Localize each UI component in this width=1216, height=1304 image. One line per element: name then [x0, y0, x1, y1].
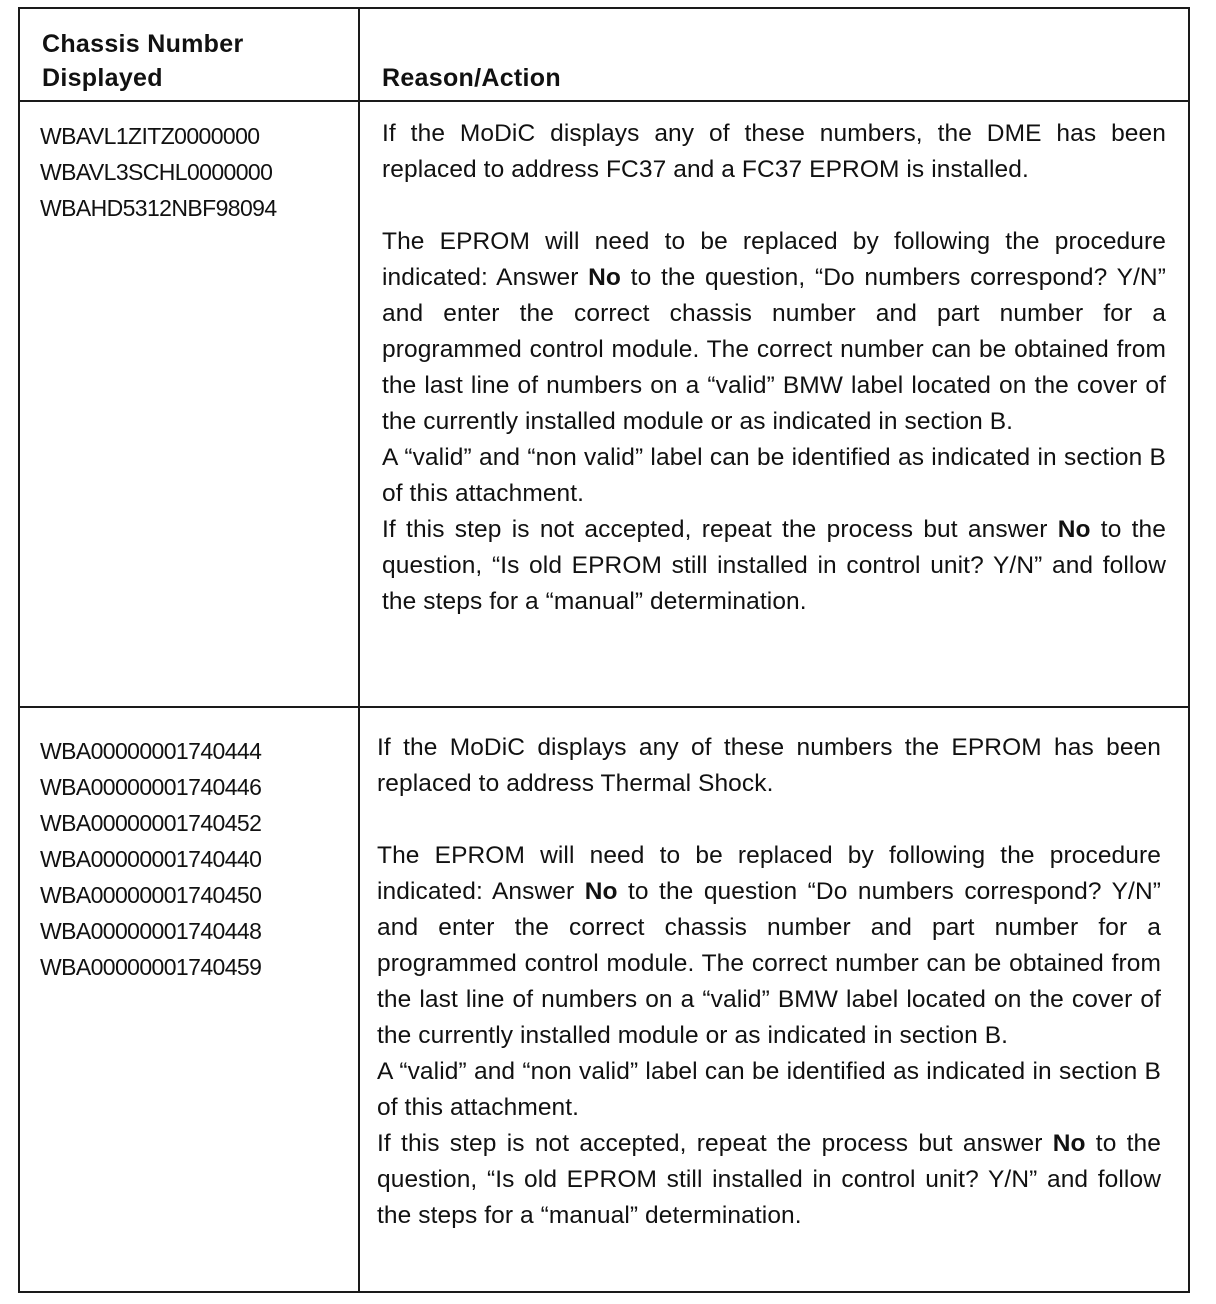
retry-text: If this step is not accepted, repeat the process but answer	[377, 1130, 1053, 1157]
chassis-number: WBA00000001740444	[40, 738, 262, 764]
reason-procedure	[382, 224, 1166, 440]
reason-intro: If the MoDiC displays any of these numbers the EPROM has been replaced to address Thermal Shock.	[377, 734, 1161, 797]
header-chassis-number	[42, 27, 342, 95]
reason-action-row2	[377, 730, 1161, 1234]
reason-retry	[377, 1126, 1161, 1234]
chassis-number: WBAVL3SCHL0000000	[40, 159, 273, 185]
chassis-number: WBAVL1ZITZ0000000	[40, 123, 260, 149]
chassis-number: WBA00000001740448	[40, 918, 262, 944]
retry-text-cont: to the question, “Is old EPROM still installed in control unit? Y/N” and follow the steps for a “manual” determination.	[382, 516, 1166, 615]
chassis-list-row2	[40, 733, 350, 985]
procedure-text: The EPROM will need to be replaced by following the procedure indicated: Answer	[377, 842, 1161, 905]
procedure-text-cont: to the question, “Do numbers correspond? Y/N” and enter the correct chassis number and part number for a programmed control module. The correct number can be obtained from the last line of numbers on a “valid” BMW label located on the cover of the currently installed module or as indicated in section B.	[382, 264, 1166, 435]
row-divider	[20, 706, 1188, 708]
column-divider	[358, 9, 360, 1291]
header-chassis-line2: Displayed	[42, 64, 163, 92]
header-divider	[20, 100, 1188, 102]
header-chassis-line1: Chassis Number	[42, 30, 244, 58]
chassis-list-row1	[40, 118, 350, 226]
reason-intro: If the MoDiC displays any of these numbers, the DME has been replaced to address FC37 and a FC37 EPROM is installed.	[382, 120, 1166, 183]
chassis-number: WBA00000001740459	[40, 954, 262, 980]
procedure-text: The EPROM will need to be replaced by following the procedure indicated: Answer	[382, 228, 1166, 291]
reason-procedure	[377, 838, 1161, 1054]
retry-answer: No	[1057, 516, 1091, 543]
chassis-number: WBA00000001740446	[40, 774, 262, 800]
chassis-number: WBAHD5312NBF98094	[40, 195, 277, 221]
reason-retry	[382, 512, 1166, 620]
reason-valid-label: A “valid” and “non valid” label can be identified as indicated in section B of this attachment.	[377, 1058, 1161, 1121]
procedure-answer: No	[584, 878, 618, 905]
retry-text: If this step is not accepted, repeat the process but answer	[382, 516, 1058, 543]
chassis-number: WBA00000001740452	[40, 810, 262, 836]
header-reason-action: Reason/Action	[382, 64, 561, 92]
procedure-answer: No	[588, 264, 621, 291]
chassis-number: WBA00000001740440	[40, 846, 262, 872]
procedure-text-cont: to the question “Do numbers correspond? Y/N” and enter the correct chassis number and part number for a programmed control module. The correct number can be obtained from the last line of numbers on a “valid” BMW label located on the cover of the currently installed module or as indicated in section B.	[377, 878, 1162, 1049]
retry-answer: No	[1052, 1130, 1086, 1157]
chassis-number: WBA00000001740450	[40, 882, 262, 908]
service-table	[18, 7, 1190, 1293]
reason-action-row1	[382, 116, 1166, 620]
reason-valid-label: A “valid” and “non valid” label can be identified as indicated in section B of this attachment.	[382, 444, 1166, 507]
retry-text-cont: to the question, “Is old EPROM still installed in control unit? Y/N” and follow the steps for a “manual” determination.	[377, 1130, 1161, 1229]
